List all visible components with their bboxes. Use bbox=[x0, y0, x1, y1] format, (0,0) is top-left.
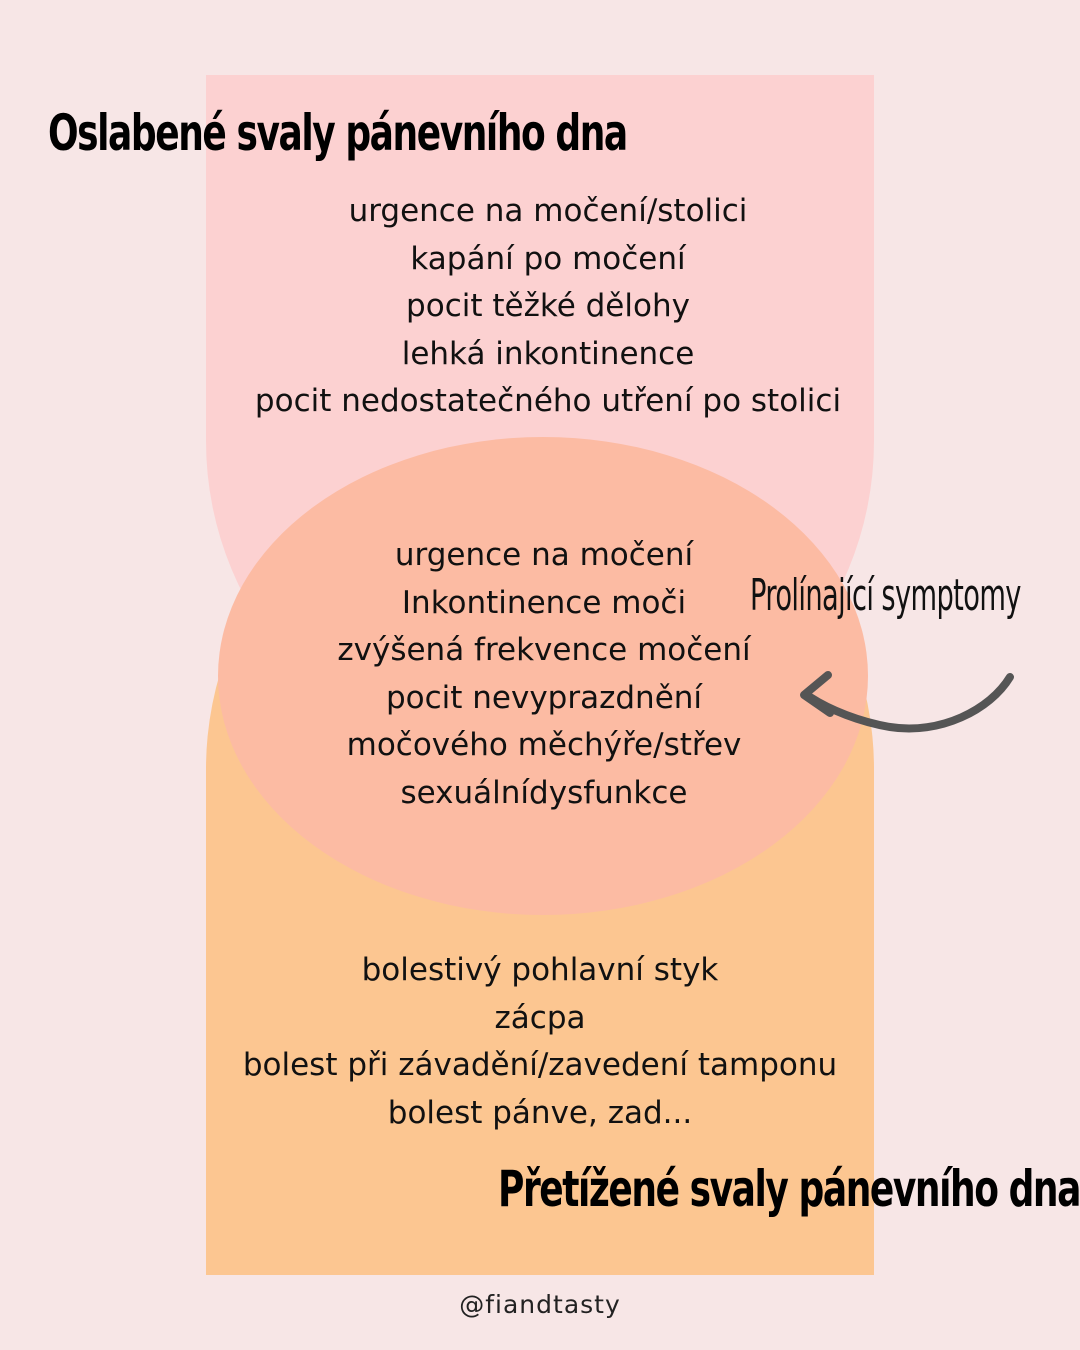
curved-arrow-icon bbox=[790, 665, 1020, 755]
list-item: bolest pánve, zad... bbox=[387, 1094, 693, 1131]
author-handle: @fiandtasty bbox=[459, 1290, 621, 1319]
weak-symptoms-list bbox=[206, 188, 890, 426]
overloaded-symptoms-list bbox=[190, 947, 890, 1137]
list-item: lehká inkontinence bbox=[401, 335, 695, 372]
list-item: pocit nevyprazdnění bbox=[385, 679, 703, 716]
list-item: urgence na močení bbox=[394, 537, 694, 573]
list-item: urgence na močení/stolici bbox=[348, 193, 748, 229]
overloaded-muscles-title: Přetížené svaly pánevního dna bbox=[498, 1160, 1080, 1218]
list-item: sexuálnídysfunkce bbox=[400, 774, 688, 811]
weak-muscles-title: Oslabené svaly pánevního dna bbox=[48, 104, 627, 162]
list-item: pocit nedostatečného utření po stolici bbox=[254, 383, 842, 419]
list-item: zácpa bbox=[494, 999, 586, 1036]
list-item: pocit těžké dělohy bbox=[406, 288, 690, 324]
list-item: močového měchýře/střev bbox=[346, 727, 742, 763]
list-item: Inkontinence moči bbox=[401, 584, 687, 621]
list-item: kapání po močení bbox=[410, 240, 686, 277]
list-item: bolestivý pohlavní styk bbox=[361, 952, 719, 988]
list-item: zvýšená frekvence močení bbox=[337, 632, 751, 668]
overlap-label: Prolínající symptomy bbox=[750, 570, 1021, 621]
list-item: bolest při závadění/zavedení tamponu bbox=[242, 1047, 838, 1083]
